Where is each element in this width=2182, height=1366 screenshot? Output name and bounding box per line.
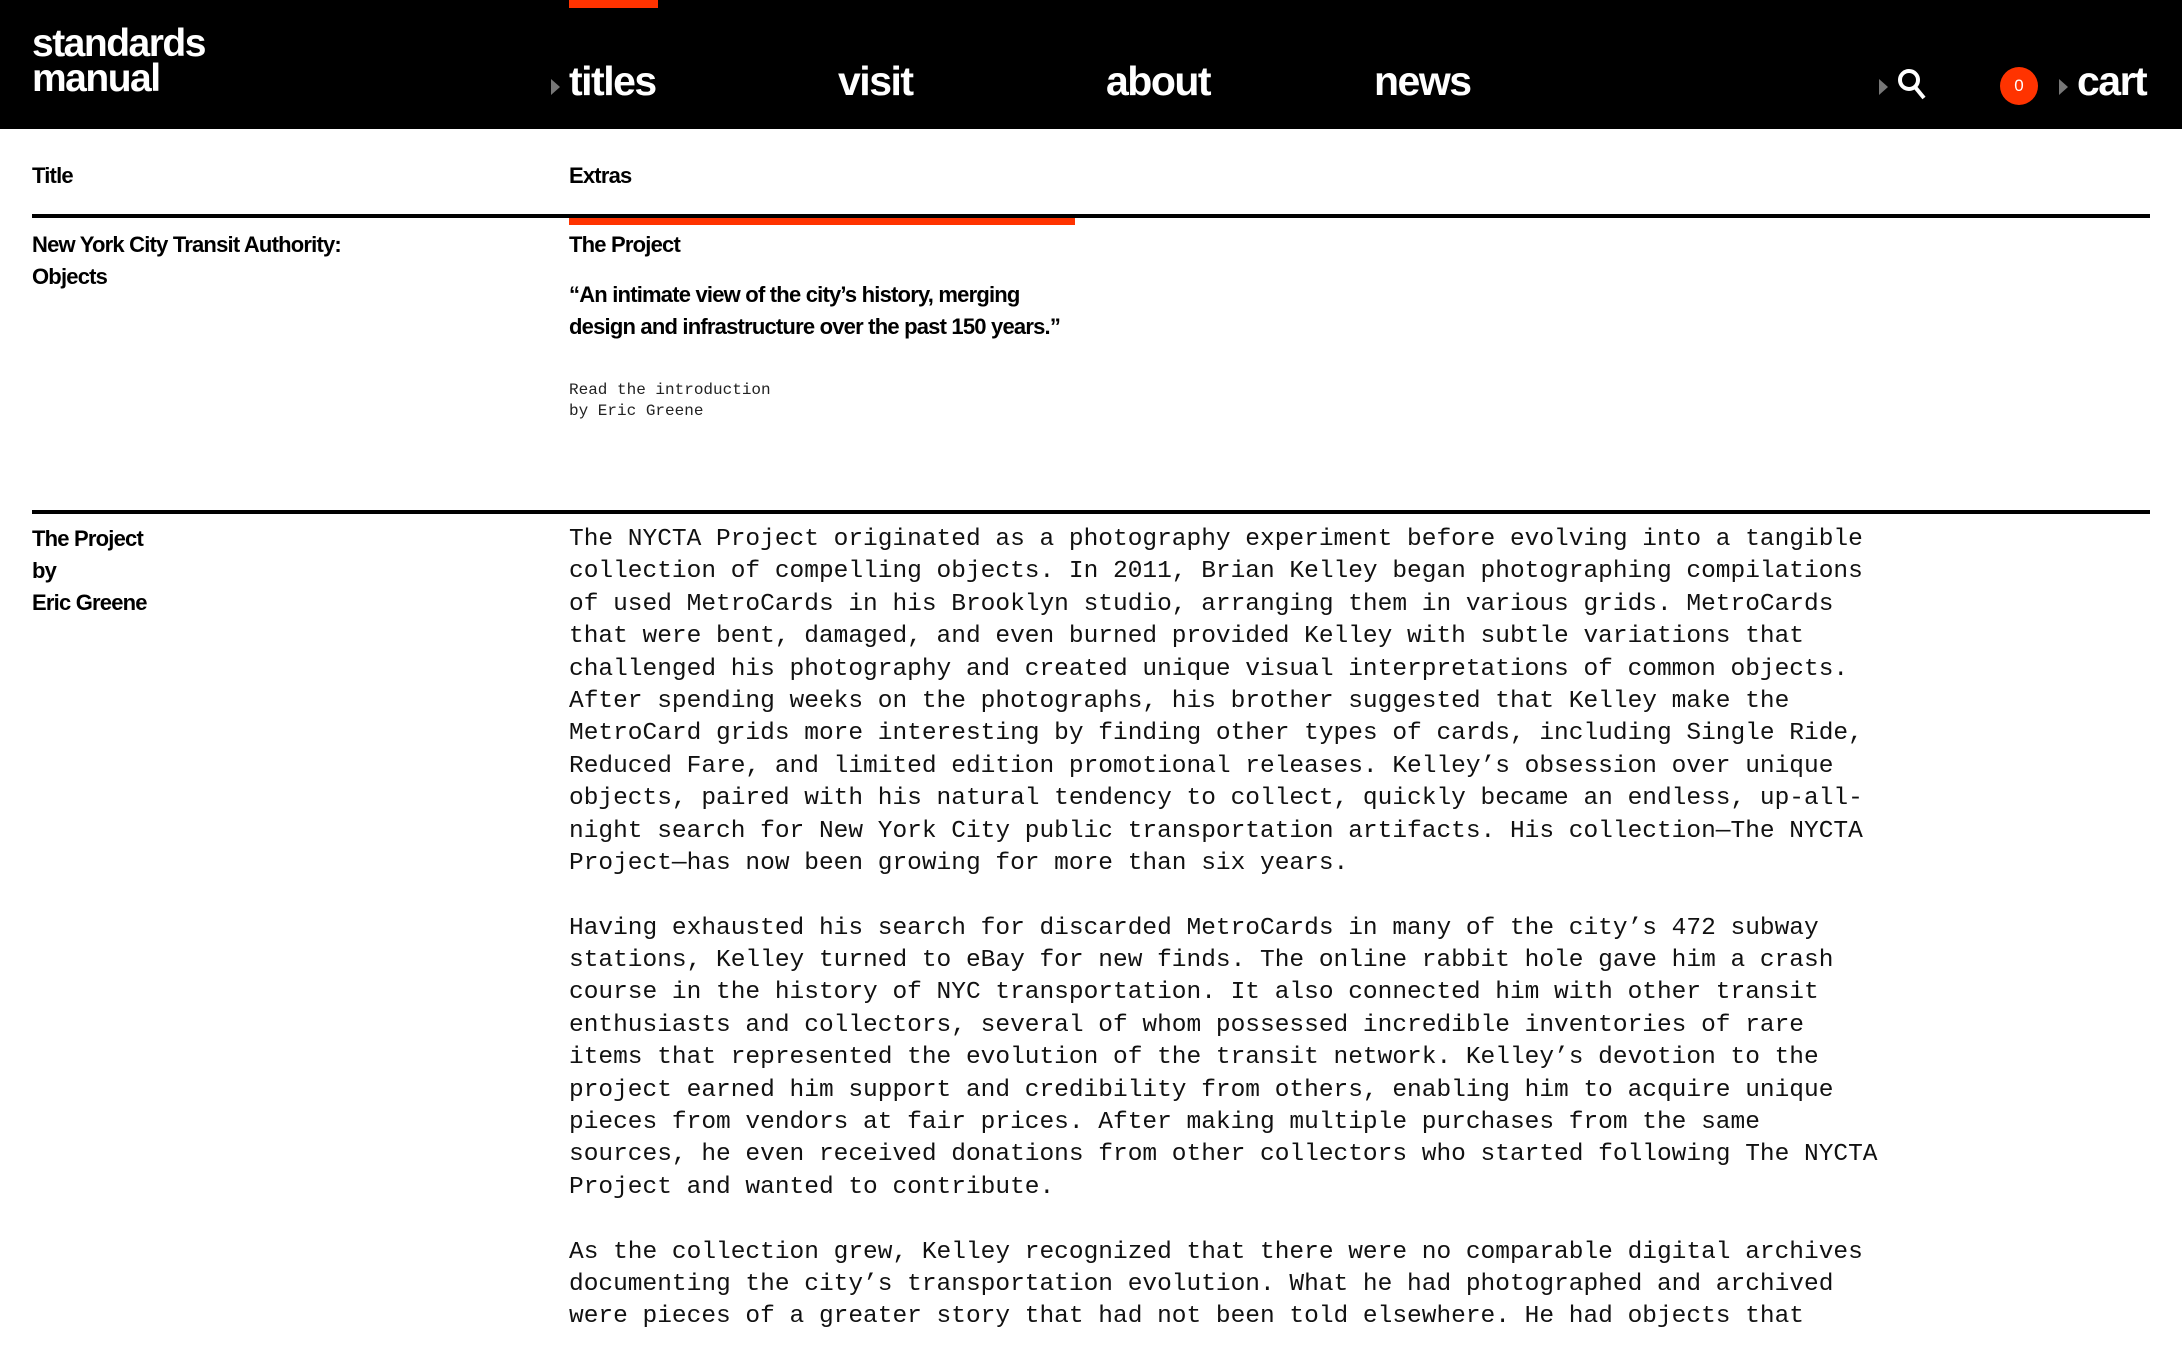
caret-right-icon	[551, 79, 560, 95]
essay-paragraph	[569, 524, 1878, 880]
nav-about[interactable]: about	[1106, 58, 1211, 104]
essay-line: documenting the city’s transportation evolution. What he had photographed and archived	[569, 1270, 1834, 1298]
essay-body	[569, 524, 1878, 1366]
essay-line: course in the history of NYC transportation. It also connected him with other transit	[569, 979, 1819, 1007]
essay-line: that were bent, damaged, and even burned provided Kelley with subtle variations that	[569, 623, 1805, 651]
nav-news[interactable]: news	[1374, 58, 1471, 104]
essay-line: night search for New York City public transportation artifacts. His collection—The NYCTA	[569, 817, 1863, 845]
essay-line: Project and wanted to contribute.	[569, 1173, 1055, 1201]
essay-title: The Project	[32, 526, 144, 551]
column-header-extras: Extras	[569, 163, 632, 188]
essay-paragraph	[569, 913, 1878, 1205]
quote-line-2: design and infrastructure over the past 150 years.”	[569, 314, 1061, 339]
caret-right-icon	[2059, 79, 2068, 95]
essay-byline	[32, 523, 147, 619]
book-title-line-2: Objects	[32, 264, 108, 289]
active-nav-indicator	[569, 0, 658, 8]
essay-line: were pieces of a greater story that had not been told elsewhere. He had objects that	[569, 1303, 1805, 1331]
essay-line: of used MetroCards in his Brooklyn studio, arranging them in various grids. MetroCards	[569, 590, 1834, 618]
logo-line-1: standards	[32, 22, 205, 65]
quote-line-1: “An intimate view of the city’s history, merging	[569, 282, 1020, 307]
intro-link-line-2: by Eric Greene	[569, 402, 704, 420]
essay-line: pieces from vendors at fair prices. After making multiple purchases from the same	[569, 1109, 1760, 1137]
essay-line: items that represented the evolution of the transit network. Kelley’s devotion to the	[569, 1044, 1819, 1072]
essay-line: sources, he even received donations from other collectors who started following The NYCTA	[569, 1141, 1878, 1169]
active-extra-indicator	[569, 218, 1075, 225]
essay-line: As the collection grew, Kelley recognized that there were no comparable digital archives	[569, 1238, 1863, 1266]
essay-line: objects, paired with his natural tendency to collect, quickly became an endless, up-all-	[569, 785, 1863, 813]
essay-line: Project—has now been growing for more than six years.	[569, 849, 1349, 877]
essay-by: by	[32, 558, 57, 583]
essay-line: project earned him support and credibility from others, enabling him to acquire unique	[569, 1076, 1834, 1104]
essay-line: The NYCTA Project originated as a photography experiment before evolving into a tangible	[569, 526, 1863, 553]
intro-link-line-1: Read the introduction	[569, 381, 771, 399]
search-icon[interactable]	[1897, 68, 1927, 102]
cart-count-badge[interactable]: 0	[2000, 67, 2038, 105]
logo[interactable]	[32, 22, 205, 100]
logo-line-2: manual	[32, 57, 160, 100]
cart-link[interactable]: cart	[2077, 58, 2147, 104]
essay-line: collection of compelling objects. In 2011, Brian Kelley began photographing compilations	[569, 558, 1863, 586]
essay-line: challenged his photography and created unique visual interpretations of common objects.	[569, 655, 1849, 683]
essay-author: Eric Greene	[32, 590, 147, 615]
essay-line: enthusiasts and collectors, several of whom possessed incredible inventories of rare	[569, 1011, 1805, 1039]
essay-line: Having exhausted his search for discarded MetroCards in many of the city’s 472 subway	[569, 914, 1819, 942]
essay-line: stations, Kelley turned to eBay for new finds. The online rabbit hole gave him a crash	[569, 947, 1834, 975]
book-quote	[569, 279, 1060, 343]
nav-visit[interactable]: visit	[838, 58, 913, 104]
column-header-title: Title	[32, 163, 73, 188]
divider	[32, 214, 2150, 218]
divider	[32, 510, 2150, 514]
essay-line: Reduced Fare, and limited edition promotional releases. Kelley’s obsession over unique	[569, 752, 1834, 780]
read-introduction-link[interactable]	[569, 380, 771, 422]
caret-right-icon	[1879, 79, 1888, 95]
site-header	[0, 0, 2182, 129]
nav-titles[interactable]: titles	[569, 58, 656, 104]
essay-line: After spending weeks on the photographs, his brother suggested that Kelley make the	[569, 687, 1790, 715]
essay-paragraph	[569, 1237, 1878, 1334]
essay-line: MetroCard grids more interesting by finding other types of cards, including Single Ride,	[569, 720, 1863, 748]
book-title-line-1: New York City Transit Authority:	[32, 232, 341, 257]
extras-heading[interactable]: The Project	[569, 232, 681, 257]
book-title[interactable]	[32, 229, 341, 293]
